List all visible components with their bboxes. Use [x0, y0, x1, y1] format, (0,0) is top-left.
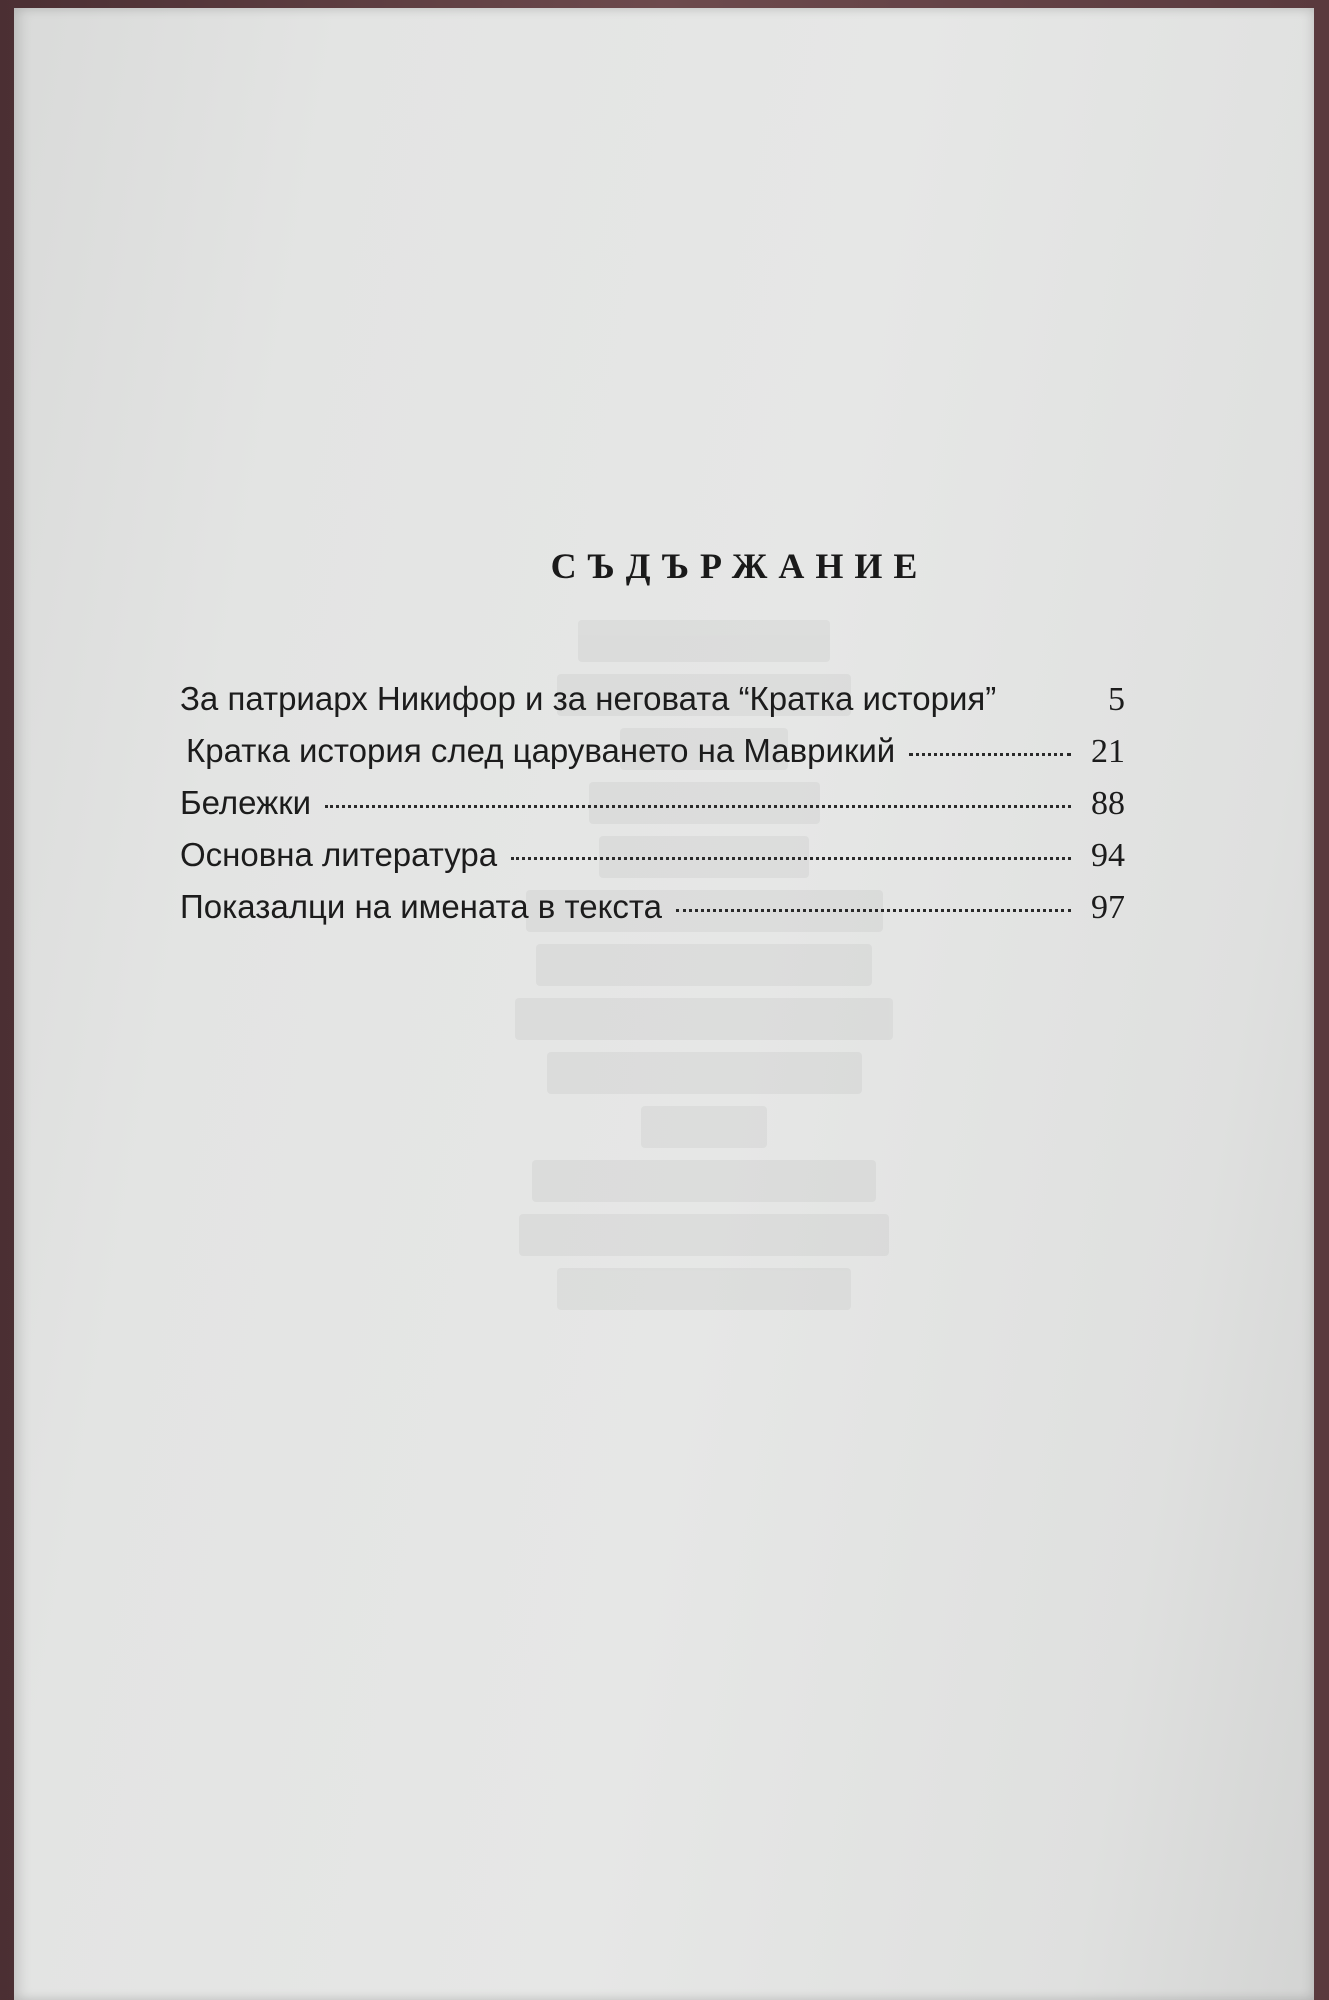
toc-entry-title: Основна литература [180, 836, 498, 873]
toc-row [180, 680, 1125, 732]
toc-dot-leader [325, 805, 1071, 808]
book-page [14, 8, 1314, 2000]
toc-dot-leader [676, 909, 1071, 912]
toc-row [180, 836, 1125, 888]
toc-page-number: 5 [1108, 681, 1125, 718]
toc-page-number: 97 [1091, 889, 1125, 926]
toc-entry-title: Кратка история след царуването на Маврикий [186, 732, 896, 769]
toc-page-number: 21 [1091, 733, 1125, 770]
toc-row [180, 784, 1125, 836]
toc-entry-title: Показалци на имената в текста [180, 888, 662, 925]
toc-row [180, 732, 1125, 784]
table-of-contents [180, 680, 1125, 940]
toc-dot-leader [511, 857, 1071, 860]
toc-entry-title: Бележки [180, 784, 312, 821]
toc-row [180, 888, 1125, 940]
page-title: СЪДЪРЖАНИЕ [550, 546, 929, 586]
toc-dot-leader [909, 753, 1071, 756]
toc-page-number: 88 [1091, 785, 1125, 822]
toc-page-number: 94 [1091, 837, 1125, 874]
toc-entry-title: За патриарх Никифор и за неговата “Кратка история” [180, 680, 997, 717]
